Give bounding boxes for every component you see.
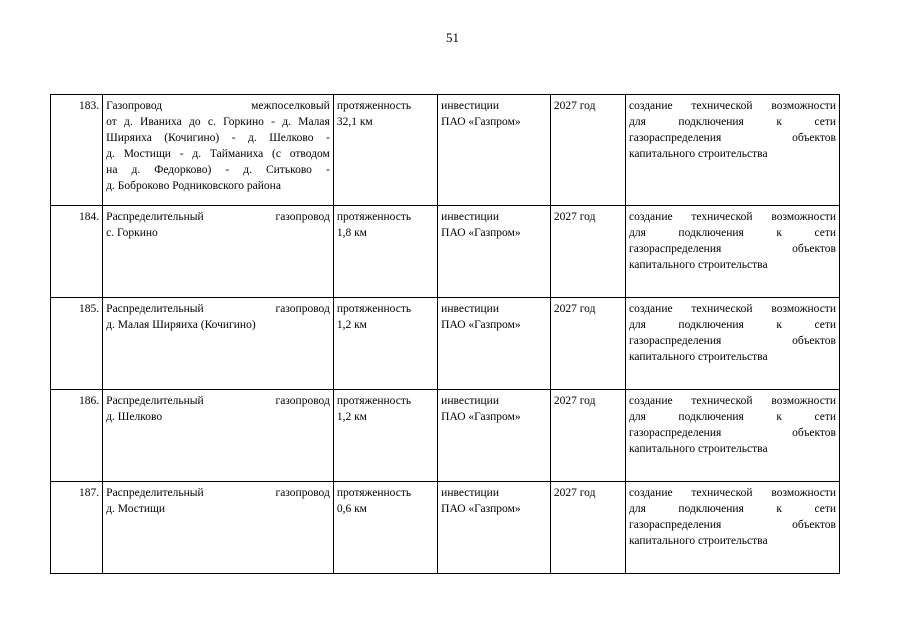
finance-cell xyxy=(438,206,551,298)
row-number: 185. xyxy=(51,298,103,390)
table-row xyxy=(51,482,840,574)
name-line: д. Мостищи xyxy=(106,503,166,515)
finance-line: ПАО «Газпром» xyxy=(441,411,521,423)
length-cell xyxy=(333,482,437,574)
year-cell: 2027 год xyxy=(550,482,625,574)
finance-cell xyxy=(438,390,551,482)
purpose-line: для подключения к сети xyxy=(629,227,836,239)
name-line: д. Шелково xyxy=(106,411,163,423)
table-row xyxy=(51,390,840,482)
finance-line: инвестиции xyxy=(441,303,499,315)
length-line: 1,8 км xyxy=(336,227,367,239)
object-name-cell xyxy=(103,95,334,206)
purpose-line: для подключения к сети xyxy=(629,411,836,423)
purpose-line: капитального строительства xyxy=(629,351,768,363)
purpose-line: создание технической возможности xyxy=(629,100,836,112)
finance-line: ПАО «Газпром» xyxy=(441,503,521,515)
finance-cell xyxy=(438,298,551,390)
purpose-line: газораспределения объектов xyxy=(629,519,836,531)
length-line: протяженность xyxy=(336,487,412,499)
finance-line: ПАО «Газпром» xyxy=(441,227,521,239)
row-number: 183. xyxy=(51,95,103,206)
purpose-line: создание технической возможности xyxy=(629,211,836,223)
length-line: протяженность xyxy=(336,100,412,112)
table-body xyxy=(51,95,840,574)
object-name-cell xyxy=(103,482,334,574)
purpose-line: капитального строительства xyxy=(629,535,768,547)
finance-cell xyxy=(438,482,551,574)
page-number: 51 xyxy=(446,30,459,45)
row-number: 184. xyxy=(51,206,103,298)
finance-line: инвестиции xyxy=(441,487,499,499)
length-cell xyxy=(333,95,437,206)
purpose-line: газораспределения объектов xyxy=(629,243,836,255)
purpose-line: для подключения к сети xyxy=(629,116,836,128)
finance-line: инвестиции xyxy=(441,100,499,112)
year-cell: 2027 год xyxy=(550,206,625,298)
row-number: 187. xyxy=(51,482,103,574)
object-name-cell xyxy=(103,206,334,298)
length-line: протяженность xyxy=(336,211,412,223)
purpose-line: капитального строительства xyxy=(629,259,768,271)
name-line: Распределительный газопровод xyxy=(106,487,330,499)
name-line: Газопровод межпоселковый xyxy=(106,100,330,112)
year-cell: 2027 год xyxy=(550,298,625,390)
purpose-line: создание технической возможности xyxy=(629,395,836,407)
purpose-cell xyxy=(626,206,840,298)
name-line: Распределительный газопровод xyxy=(106,303,330,315)
purpose-line: газораспределения объектов xyxy=(629,132,836,144)
objects-table xyxy=(50,94,840,574)
table-row xyxy=(51,95,840,206)
purpose-line: капитального строительства xyxy=(629,148,768,160)
name-line: Ширяиха (Кочигино) - д. Шелково - xyxy=(106,132,330,144)
length-cell xyxy=(333,206,437,298)
purpose-line: для подключения к сети xyxy=(629,319,836,331)
finance-line: ПАО «Газпром» xyxy=(441,116,521,128)
year-cell: 2027 год xyxy=(550,95,625,206)
purpose-line: газораспределения объектов xyxy=(629,335,836,347)
name-line: Распределительный газопровод xyxy=(106,395,330,407)
name-line: д. Боброково Родниковского района xyxy=(106,180,281,192)
object-name-cell xyxy=(103,390,334,482)
finance-line: инвестиции xyxy=(441,395,499,407)
table-row xyxy=(51,206,840,298)
name-line: от д. Иваниха до с. Горкино - д. Малая xyxy=(106,116,330,128)
length-cell xyxy=(333,298,437,390)
purpose-line: газораспределения объектов xyxy=(629,427,836,439)
name-line: д. Мостищи - д. Тайманиха (с отводом xyxy=(106,148,330,160)
purpose-line: создание технической возможности xyxy=(629,487,836,499)
name-line: с. Горкино xyxy=(106,227,158,239)
name-line: д. Малая Ширяиха (Кочигино) xyxy=(106,319,256,331)
purpose-line: создание технической возможности xyxy=(629,303,836,315)
finance-cell xyxy=(438,95,551,206)
name-line: Распределительный газопровод xyxy=(106,211,330,223)
length-line: 0,6 км xyxy=(336,503,367,515)
finance-line: инвестиции xyxy=(441,211,499,223)
purpose-line: капитального строительства xyxy=(629,443,768,455)
length-line: 1,2 км xyxy=(336,319,367,331)
length-cell xyxy=(333,390,437,482)
name-line: на д. Федорково) - д. Ситьково - xyxy=(106,164,330,176)
purpose-line: для подключения к сети xyxy=(629,503,836,515)
length-line: 32,1 км xyxy=(336,116,373,128)
year-cell: 2027 год xyxy=(550,390,625,482)
object-name-cell xyxy=(103,298,334,390)
row-number: 186. xyxy=(51,390,103,482)
purpose-cell xyxy=(626,298,840,390)
length-line: 1,2 км xyxy=(336,411,367,423)
table-row xyxy=(51,298,840,390)
purpose-cell xyxy=(626,95,840,206)
purpose-cell xyxy=(626,482,840,574)
length-line: протяженность xyxy=(336,395,412,407)
finance-line: ПАО «Газпром» xyxy=(441,319,521,331)
length-line: протяженность xyxy=(336,303,412,315)
purpose-cell xyxy=(626,390,840,482)
